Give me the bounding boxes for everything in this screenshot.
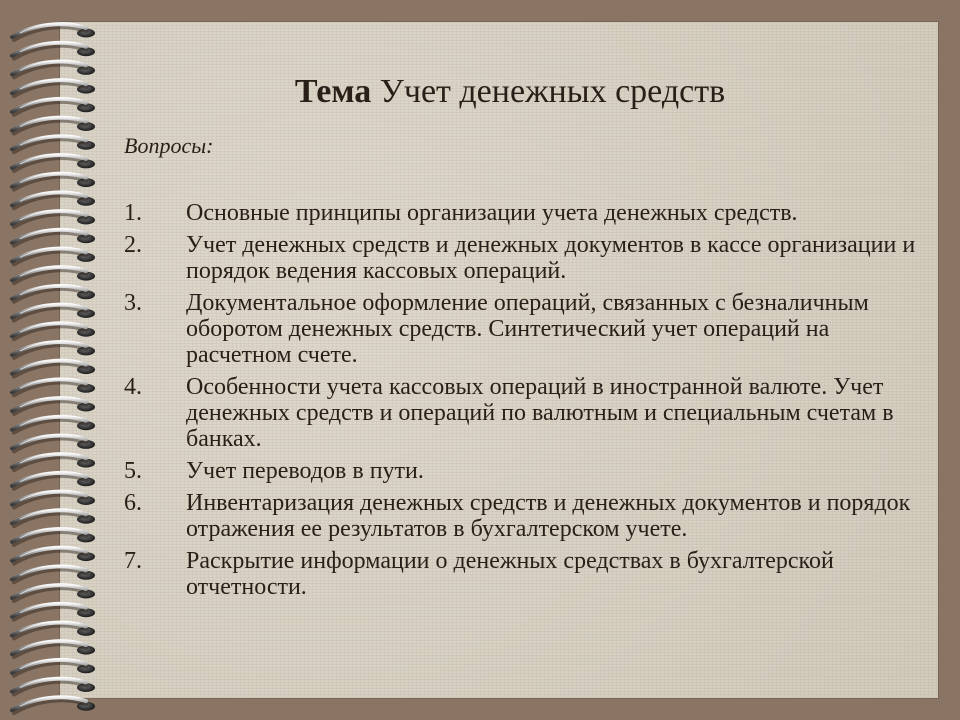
item-text: Инвентаризация денежных средств и денежных документов и порядок отражения ее результатов в бухгалтерском учете. [186, 490, 911, 542]
list-item [124, 548, 924, 600]
item-text: Учет денежных средств и денежных документов в кассе организации и порядок ведения кассовых операций. [186, 232, 916, 284]
title-bold: Тема [294, 73, 372, 110]
item-number: 5. [124, 458, 142, 484]
item-text: Основные принципы организации учета денежных средств. [186, 200, 798, 226]
item-number: 3. [124, 290, 142, 316]
questions-list [124, 200, 924, 606]
spiral-ring-icon [12, 696, 95, 713]
item-number: 2. [124, 232, 142, 258]
list-item [124, 374, 924, 452]
list-item [124, 200, 924, 226]
questions-heading: Вопросы: [124, 133, 214, 158]
item-text: Особенности учета кассовых операций в иностранной валюте. Учет денежных средств и операций по валютным и специальным счетам в банках. [186, 374, 894, 452]
slide-title [0, 72, 960, 112]
item-number: 7. [124, 548, 142, 574]
title-rest: Учет денежных средств [379, 73, 726, 110]
item-text: Документальное оформление операций, связанных с безналичным оборотом денежных средств. Синтетический учет операций на расчетном счете. [186, 290, 869, 368]
item-number: 1. [124, 200, 142, 226]
item-number: 4. [124, 374, 142, 400]
list-item [124, 490, 924, 542]
list-item [124, 232, 924, 284]
item-text: Учет переводов в пути. [186, 458, 424, 484]
item-text: Раскрытие информации о денежных средствах в бухгалтерской отчетности. [186, 548, 834, 600]
list-item [124, 458, 924, 484]
list-item [124, 290, 924, 368]
item-number: 6. [124, 490, 142, 516]
